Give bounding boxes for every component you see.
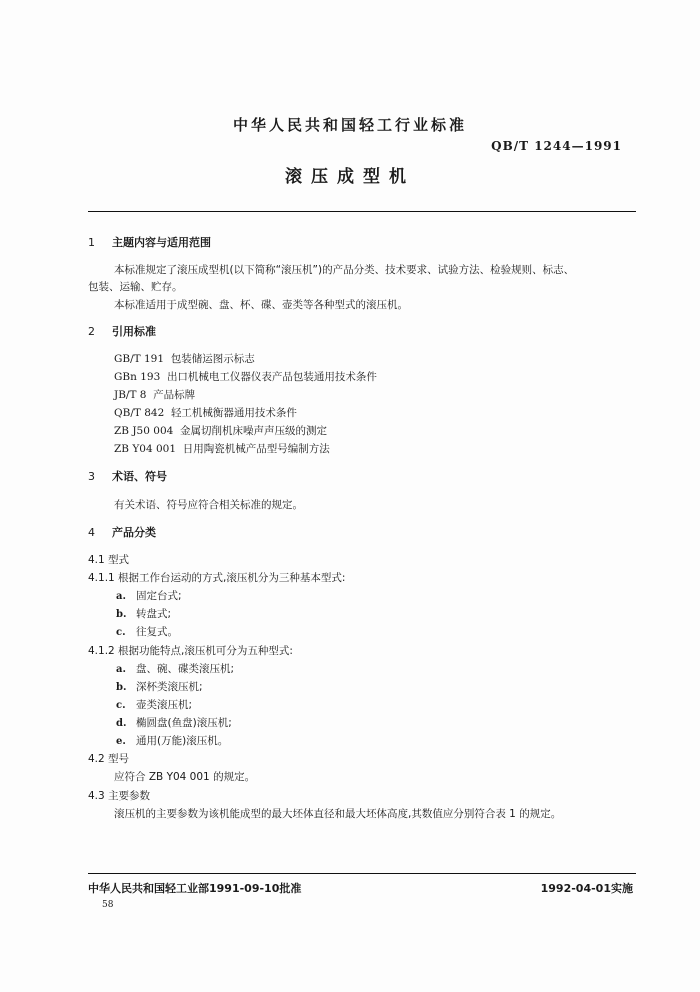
section-1-paragraph-2: 本标准适用于成型碗、盘、杯、碟、壶类等各种型式的滚压机。 [114, 299, 408, 311]
page-number: 58 [102, 900, 114, 910]
section-4-heading: 4 产品分类 [88, 526, 156, 539]
list-item: b. 转盘式; [116, 608, 172, 620]
section-4-1-1-text: 4.1.1 根据工作台运动的方式,滚压机分为三种基本型式: [88, 572, 346, 584]
list-item: c. 壶类滚压机; [116, 699, 193, 711]
section-3-heading: 3 术语、符号 [88, 470, 167, 483]
section-4-2-text: 应符合 ZB Y04 001 的规定。 [114, 771, 256, 783]
section-2-heading: 2 引用标准 [88, 325, 156, 338]
section-1-paragraph-1-cont: 包装、运输、贮存。 [88, 281, 183, 293]
reference-item: ZB Y04 001 日用陶瓷机械产品型号编制方法 [114, 443, 330, 455]
section-1-heading: 1 主题内容与适用范围 [88, 236, 211, 249]
approval-line: 中华人民共和国轻工业部1991-09-10批准 [88, 882, 302, 895]
header-rule [88, 211, 636, 212]
section-4-1-heading: 4.1 型式 [88, 554, 130, 566]
list-item: a. 盘、碗、碟类滚压机; [116, 663, 235, 675]
reference-item: ZB J50 004 金属切削机床噪声声压级的测定 [114, 425, 327, 437]
section-4-2-heading: 4.2 型号 [88, 753, 130, 765]
section-4-1-2-text: 4.1.2 根据功能特点,滚压机可分为五种型式: [88, 645, 293, 657]
section-4-3-heading: 4.3 主要参数 [88, 790, 151, 802]
section-1-paragraph-1: 本标准规定了滚压成型机(以下简称“滚压机”)的产品分类、技术要求、试验方法、检验规则、标志、 [114, 264, 575, 276]
footer-rule [88, 873, 636, 874]
section-4-3-text: 滚压机的主要参数为该机能成型的最大坯体直径和最大坯体高度,其数值应分别符合表 1 的规定。 [114, 808, 562, 820]
reference-item: GBn 193 出口机械电工仪器仪表产品包装通用技术条件 [114, 371, 377, 383]
list-item: c. 往复式。 [116, 626, 178, 638]
list-item: b. 深杯类滚压机; [116, 681, 203, 693]
reference-item: JB/T 8 产品标牌 [114, 389, 196, 401]
list-item: d. 椭圆盘(鱼盘)滚压机; [116, 717, 232, 729]
document-title: 滚压成型机 [285, 167, 415, 187]
effective-date: 1992-04-01实施 [540, 882, 633, 895]
reference-item: QB/T 842 轻工机械衡器通用技术条件 [114, 407, 297, 419]
section-3-paragraph: 有关术语、符号应符合相关标准的规定。 [114, 499, 303, 511]
standard-number: QB/T 1244—1991 [491, 139, 622, 153]
reference-item: GB/T 191 包装储运图示标志 [114, 353, 255, 365]
list-item: a. 固定台式; [116, 590, 182, 602]
issuing-organization: 中华人民共和国轻工行业标准 [232, 116, 467, 134]
list-item: e. 通用(万能)滚压机。 [116, 735, 229, 747]
